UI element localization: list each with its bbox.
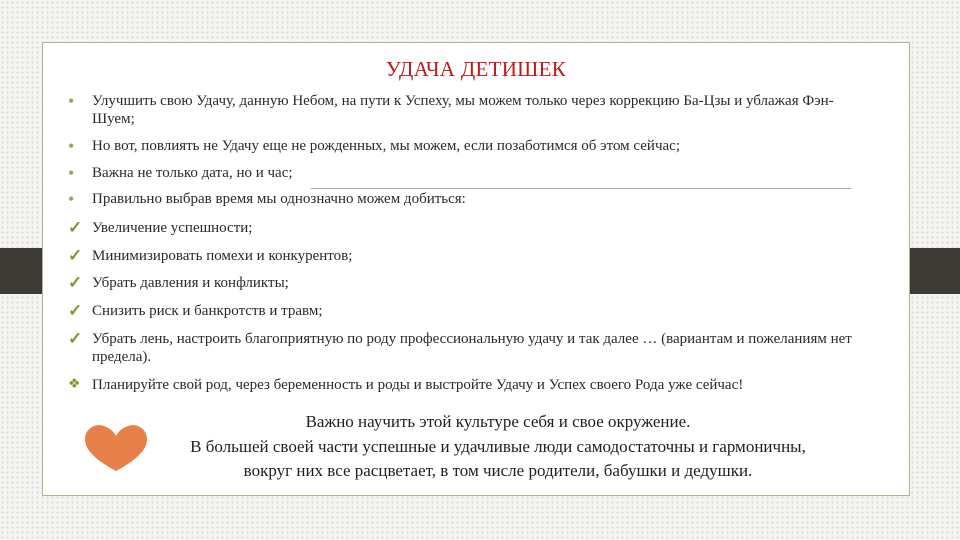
bullet-icon: • [68,163,75,183]
slide-title: УДАЧА ДЕТИШЕК [385,57,567,81]
closing-line: вокруг них все расцветает, в том числе родители, бабушки и дедушки. [243,461,753,480]
list-item [68,376,868,394]
list-item-text: Убрать давления и конфликты; [92,275,289,291]
list-item-text: Важна не только дата, но и час; [92,165,293,181]
checkmark-icon: ✓ [68,273,83,292]
list-item [68,330,868,366]
list-item-text: Убрать лень, настроить благоприятную по роду профессиональную удачу и так далее … (вариантам и пожеланиям нет предела). [92,331,852,365]
list-item-text: Улучшить свою Удачу, данную Небом, на пути к Успеху, мы можем только через коррекцию Ба-Цзы и ублажая Фэн-Шуем; [92,93,834,127]
list-item-text: Увеличение успешности; [92,220,253,236]
list-item [68,247,868,265]
decorative-right-bar [902,248,960,294]
checkmark-icon: ✓ [68,301,83,320]
checkmark-icon: ✓ [68,329,83,348]
list-item-text: Но вот, повлиять не Удачу еще не рожденных, мы можем, если позаботимся об этом сейчас; [92,138,680,154]
slide-card [42,42,910,496]
diamond-icon: ❖ [68,377,81,392]
list-item-text: Правильно выбрав время мы однозначно можем добиться: [92,191,466,207]
list-item [68,190,868,208]
bullet-icon: • [68,91,75,111]
list-item [68,219,868,237]
list-item-text: Планируйте свой род, через беременность и роды и выстройте Удачу и Успех своего Рода уже сейчас! [92,377,744,393]
bullet-icon: • [68,136,75,156]
closing-line: Важно научить этой культуре себя и свое окружение. [305,412,691,431]
list-item [68,137,868,155]
decorative-left-bar [0,248,42,294]
list-item-text: Минимизировать помехи и конкурентов; [92,248,353,264]
bullet-icon: • [68,189,75,209]
list-item [68,92,868,128]
closing-line: В большей своей части успешные и удачливые люди самодостаточны и гармоничны, [190,437,806,456]
list-item [68,274,868,292]
checkmark-icon: ✓ [68,218,83,237]
checkmark-icon: ✓ [68,246,83,265]
divider-line [311,188,851,189]
list-item-text: Снизить риск и банкротств и травм; [92,303,323,319]
list-item [68,302,868,320]
list-item [68,164,868,182]
